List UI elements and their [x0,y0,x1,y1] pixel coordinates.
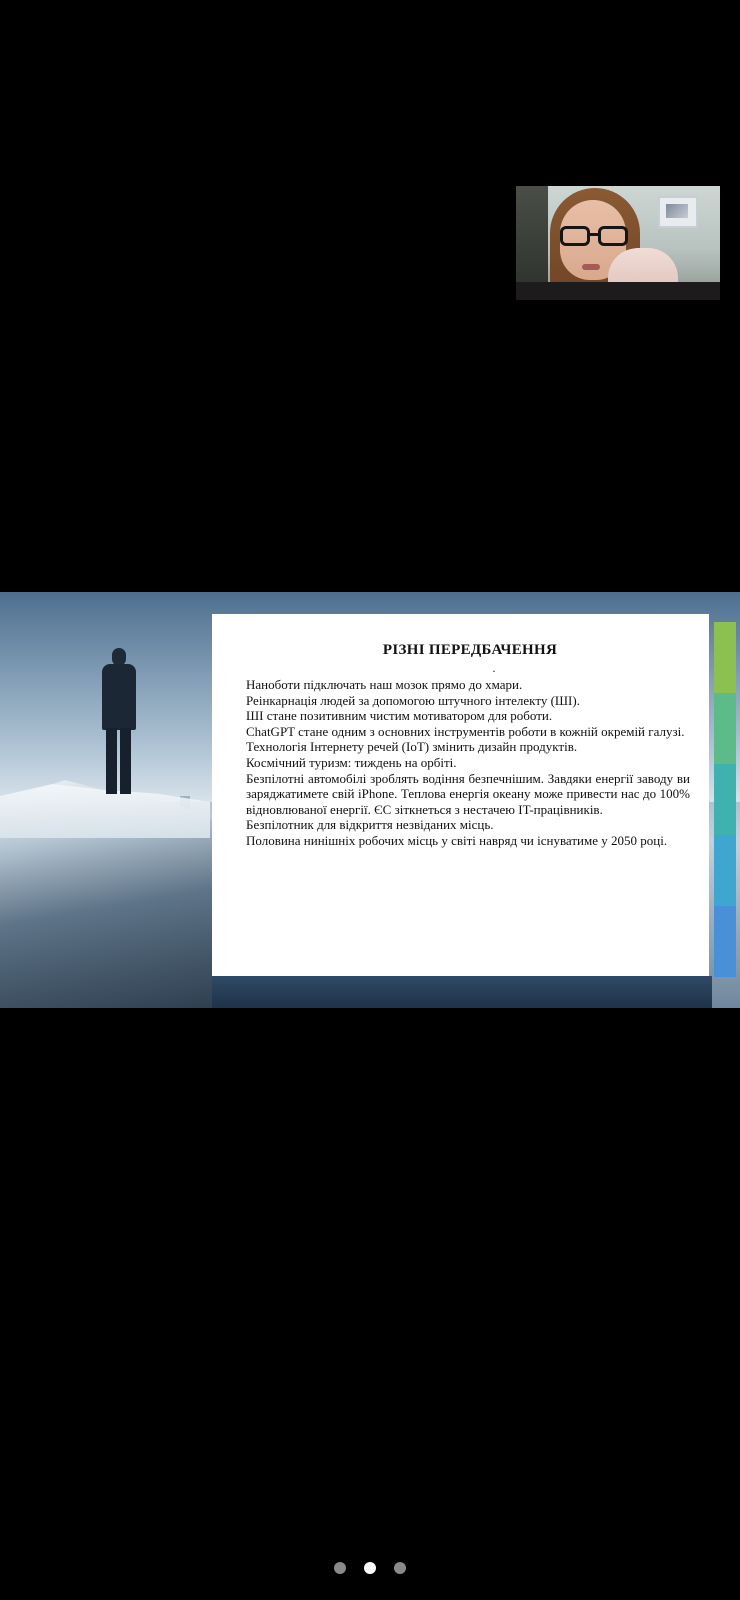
predictions-list [246,677,690,849]
slide-accent-bars [714,622,736,978]
page-indicator [0,1560,740,1576]
slide-title: РІЗНІ ПЕРЕДБАЧЕННЯ [382,642,558,658]
participant-video-tile[interactable] [516,186,720,300]
participant-glasses [556,226,634,248]
accent-bar [714,764,736,835]
slide-standing-man [98,648,142,798]
accent-bar [714,693,736,764]
page-dot-3[interactable] [394,1562,406,1574]
list-item: Безпілотник для відкриття незвіданих місць. [246,817,494,833]
list-item: Реінкарнація людей за допомогою штучного інтелекту (ШІ). [246,692,580,708]
list-item: Половина нинішніх робочих місць у світі навряд чи існуватиме у 2050 році. [246,832,668,848]
list-item: Наноботи підключать наш мозок прямо до хмари. [246,677,523,692]
list-item: ChatGPT стане одним з основних інструментів роботи в кожній окремій галузі. [246,723,685,739]
slide-dot: . [492,661,496,675]
accent-bar [714,622,736,693]
list-item: Технологія Інтернету речей (IoT) змінить дизайн продуктів. [246,739,578,755]
list-item: Космічний туризм: тиждень на орбіті. [246,754,457,770]
wall-picture [658,196,698,228]
shared-slide[interactable] [0,592,740,1008]
page-dot-2-active[interactable] [364,1562,376,1574]
list-item: ШІ стане позитивним чистим мотиватором для роботи. [246,708,553,724]
list-item: Безпілотні автомобілі зроблять водіння безпечнішим. Завдяки енергії заводу ви заряджатимете свій iPhone. Теплова енергія океану може привести нас до 100% відновлюваної енергії. ЄС зіткнеться з нестачею IT-працівників. [246,770,690,817]
accent-bar [714,835,736,906]
slide-text-panel [212,614,709,976]
participant-coat [516,282,720,300]
accent-bar [714,906,736,977]
slide-bottom-city [212,976,712,1008]
page-dot-1[interactable] [334,1562,346,1574]
participant-mouth [582,264,600,270]
